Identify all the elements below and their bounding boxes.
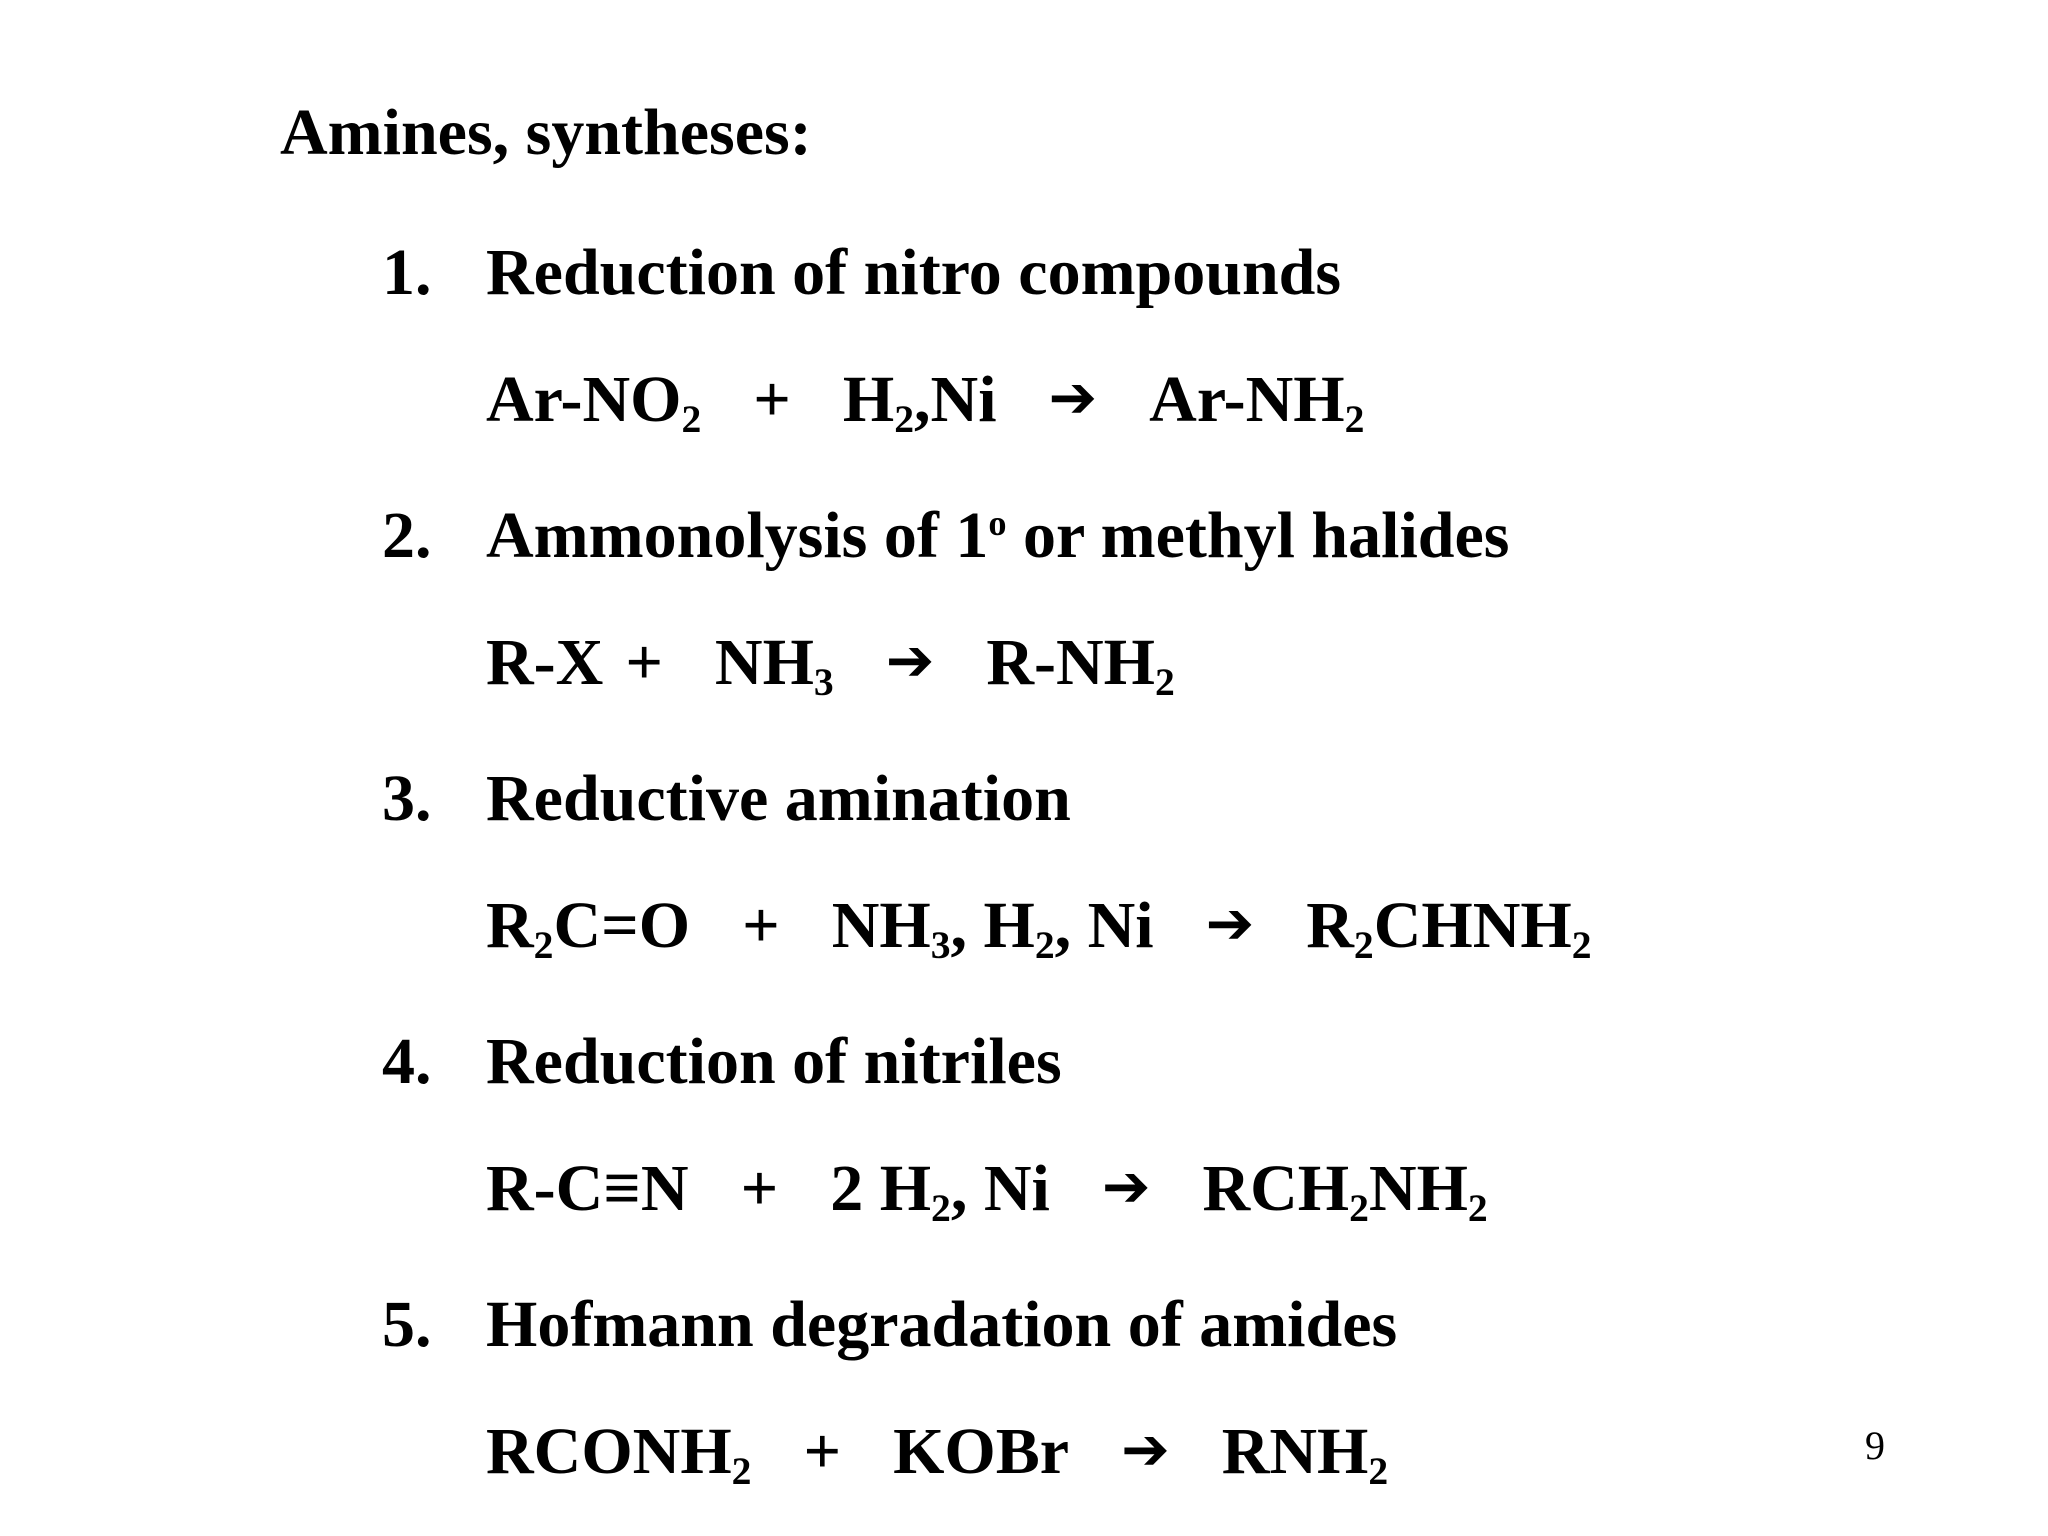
formula-text: ,Ni	[914, 363, 997, 436]
item-heading: Reductive amination	[486, 762, 1071, 835]
formula-text: NH	[1368, 1152, 1468, 1225]
reaction-arrow-icon: ➔	[1048, 363, 1098, 431]
subscript: 2	[533, 923, 554, 968]
reaction-equation	[486, 1415, 1389, 1494]
formula-text: +	[753, 363, 791, 436]
item-number: 1.	[382, 236, 432, 309]
reaction-arrow-icon: ➔	[1101, 1152, 1151, 1220]
reaction-arrow-icon: ➔	[885, 626, 935, 694]
reaction-equation	[486, 1152, 1488, 1231]
formula-text: NH	[831, 889, 931, 962]
formula-text: Ar-NO	[486, 363, 682, 436]
formula-text: R	[1306, 889, 1354, 962]
item-number: 5.	[382, 1288, 432, 1361]
item-number: 3.	[382, 762, 432, 835]
subscript: 2	[1467, 1186, 1488, 1231]
subscript: 2	[931, 1186, 951, 1231]
formula-text: C=O	[553, 889, 691, 962]
subscript: 2	[1349, 1186, 1369, 1231]
formula-text: , Ni	[1054, 889, 1154, 962]
formula-text: CHNH	[1373, 889, 1572, 962]
formula-text: R-X	[486, 626, 604, 699]
formula-text: or methyl halides	[1006, 499, 1510, 572]
slide-title: Amines, syntheses:	[280, 96, 812, 169]
formula-text: +	[803, 1415, 842, 1488]
subscript: 2	[1368, 1449, 1389, 1494]
formula-text: KOBr	[893, 1415, 1070, 1488]
subscript: 2	[1034, 923, 1055, 968]
item-number: 2.	[382, 499, 432, 572]
item-heading: Reduction of nitro compounds	[486, 236, 1342, 309]
formula-text: NH	[714, 626, 814, 699]
formula-text: R	[486, 889, 534, 962]
reaction-arrow-icon: ➔	[1205, 889, 1255, 957]
subscript: 2	[1154, 660, 1175, 705]
formula-text: H	[842, 363, 895, 436]
formula-text: Ammonolysis of 1	[486, 499, 989, 572]
subscript: 2	[1344, 397, 1365, 442]
formula-text: +	[740, 1152, 779, 1225]
page-number: 9	[1865, 1423, 1885, 1468]
formula-text: , H	[950, 889, 1035, 962]
reaction-arrow-icon: ➔	[1121, 1415, 1170, 1483]
formula-text: Ar-NH	[1149, 363, 1345, 436]
formula-text: +	[742, 889, 780, 962]
formula-text: +	[625, 626, 663, 699]
item-heading: Reduction of nitriles	[486, 1025, 1062, 1098]
formula-text: R-C≡N	[486, 1152, 689, 1225]
superscript: o	[988, 503, 1007, 544]
item-number: 4.	[382, 1025, 432, 1098]
formula-text: R-NH	[986, 626, 1155, 699]
item-heading	[486, 499, 1510, 572]
formula-text: RCH	[1202, 1152, 1350, 1225]
formula-text: 2 H	[830, 1152, 932, 1225]
formula-text: , Ni	[950, 1152, 1050, 1225]
subscript: 2	[1571, 923, 1592, 968]
formula-text: RNH	[1221, 1415, 1369, 1488]
reaction-equation	[486, 626, 1175, 705]
subscript: 3	[930, 923, 951, 968]
subscript: 3	[813, 660, 834, 705]
subscript: 2	[894, 397, 915, 442]
formula-text: RCONH	[486, 1415, 732, 1488]
reaction-equation	[486, 363, 1365, 442]
reaction-equation	[486, 889, 1592, 968]
subscript: 2	[681, 397, 702, 442]
item-heading: Hofmann degradation of amides	[486, 1288, 1398, 1361]
subscript: 2	[1353, 923, 1374, 968]
subscript: 2	[731, 1449, 752, 1494]
